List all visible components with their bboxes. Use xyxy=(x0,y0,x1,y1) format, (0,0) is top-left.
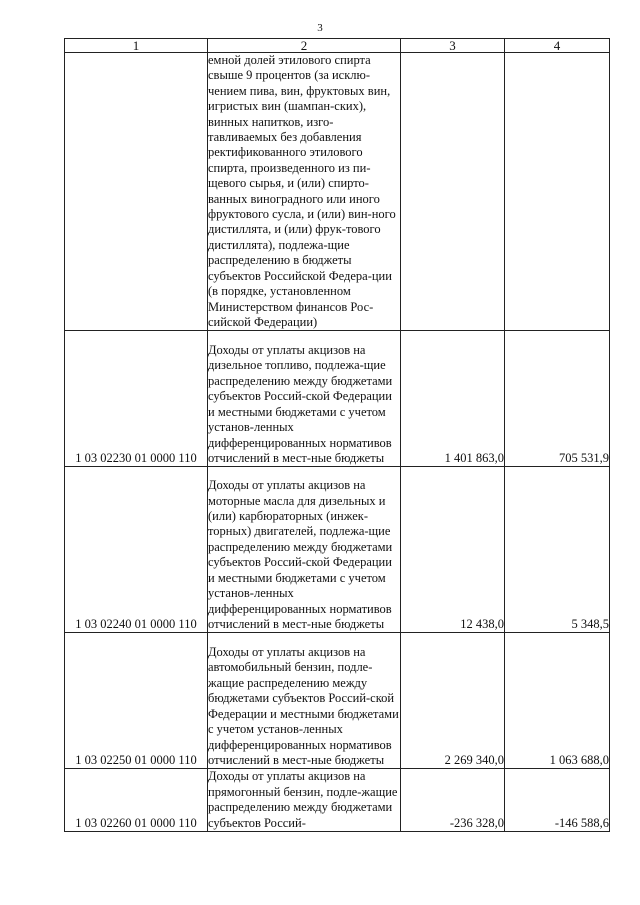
budget-code: 1 03 02260 01 0000 110 xyxy=(65,769,208,832)
table-row xyxy=(65,331,610,467)
budget-table xyxy=(64,38,610,832)
table-header-row xyxy=(65,39,610,53)
income-description xyxy=(208,769,401,832)
income-description xyxy=(208,53,401,331)
column-header-1: 1 xyxy=(65,39,208,53)
budget-code xyxy=(65,53,208,331)
income-description-text: емной долей этилового спирта свыше 9 процентов (за исклю-чением пива, вин, фруктовых вин, игристых вин (шампан-ских), винных напитков, изго-тавливаемых без добавления ректификованного этилового спирта, произведенного из пи-щевого сырья, и (или) спирто-ванных виноградного или иного фруктового сусла, и (или) вин-ного дистиллята, и (или) фрук-тового дистиллята), подлежа-щие распределению в бюджеты субъектов Российской Федера-ции (в порядке, установленном Министерством финансов Рос-сийской Федерации) xyxy=(208,53,396,329)
income-description-text: Доходы от уплаты акцизов на автомобильный бензин, подле-жащие распределению между бюджетами субъектов Россий-ской Федерации и местными бюджетами с учетом установ-ленных дифференцированных нормативов отчислений в мест-ные бюджеты xyxy=(208,645,399,767)
income-description xyxy=(208,331,401,467)
amount-col4: 705 531,9 xyxy=(505,331,610,467)
budget-code: 1 03 02240 01 0000 110 xyxy=(65,467,208,633)
amount-col3: -236 328,0 xyxy=(401,769,505,832)
page-number: 3 xyxy=(317,22,323,34)
table-row xyxy=(65,53,610,331)
amount-col3 xyxy=(401,53,505,331)
income-description xyxy=(208,467,401,633)
amount-col4: -146 588,6 xyxy=(505,769,610,832)
table-row xyxy=(65,633,610,769)
amount-col4: 1 063 688,0 xyxy=(505,633,610,769)
amount-col4: 5 348,5 xyxy=(505,467,610,633)
amount-col3: 12 438,0 xyxy=(401,467,505,633)
budget-code: 1 03 02250 01 0000 110 xyxy=(65,633,208,769)
column-header-4: 4 xyxy=(505,39,610,53)
amount-col4 xyxy=(505,53,610,331)
income-description-text: Доходы от уплаты акцизов на моторные масла для дизельных и (или) карбюраторных (инжек-торных) двигателей, подлежа-щие распределению между бюджетами субъектов Россий-ской Федерации и местными бюджетами с учетом установ-ленных дифференцированных нормативов отчислений в мест-ные бюджеты xyxy=(208,478,393,631)
income-description xyxy=(208,633,401,769)
amount-col3: 1 401 863,0 xyxy=(401,331,505,467)
income-description-text: Доходы от уплаты акцизов на прямогонный бензин, подле-жащие распределению между бюджетами субъектов Россий- xyxy=(208,769,398,830)
column-header-2: 2 xyxy=(208,39,401,53)
amount-col3: 2 269 340,0 xyxy=(401,633,505,769)
budget-code: 1 03 02230 01 0000 110 xyxy=(65,331,208,467)
table-row xyxy=(65,769,610,832)
income-description-text: Доходы от уплаты акцизов на дизельное топливо, подлежа-щие распределению между бюджетами субъектов Россий-ской Федерации и местными бюджетами с учетом установ-ленных дифференцированных нормативов отчислений в мест-ные бюджеты xyxy=(208,343,393,465)
table-row xyxy=(65,467,610,633)
column-header-3: 3 xyxy=(401,39,505,53)
